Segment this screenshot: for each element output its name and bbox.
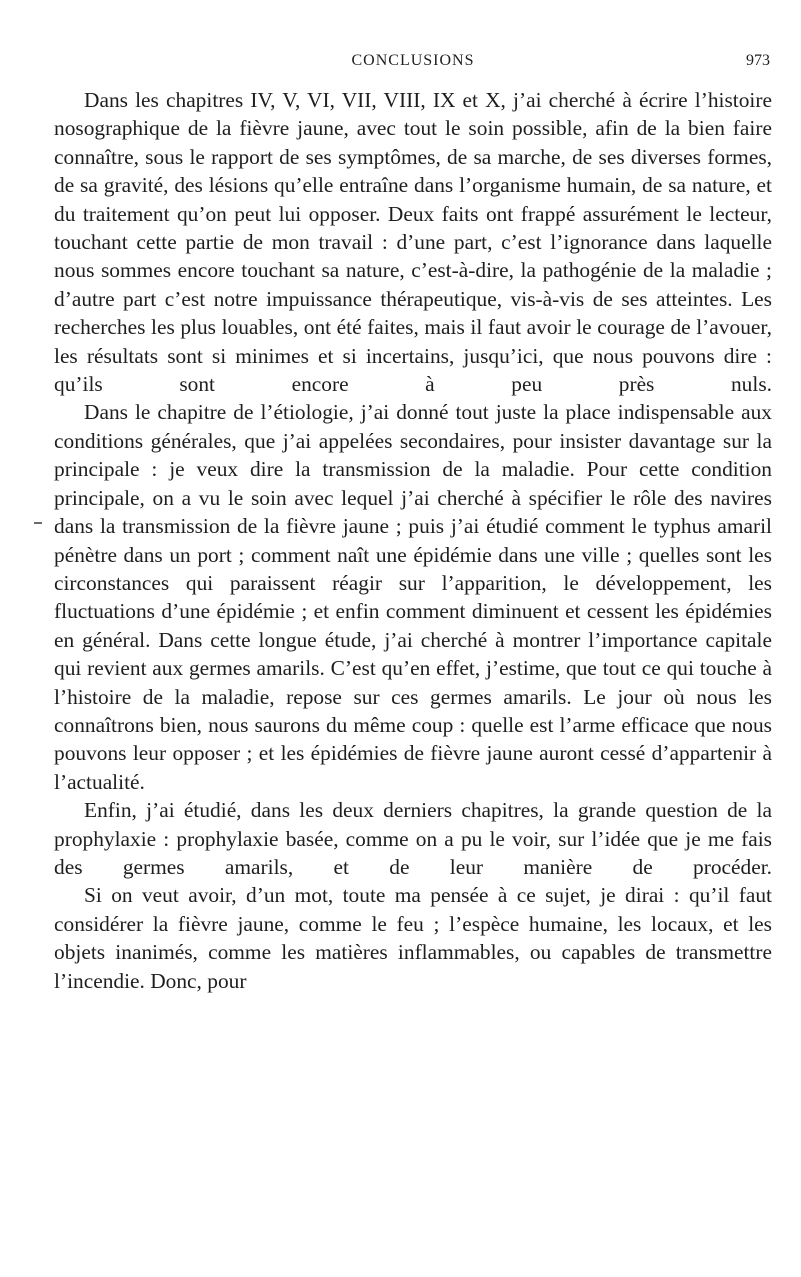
paragraph-etiology: Dans le chapitre de l’étiologie, j’ai donné tout juste la place indispensable aux conditions générales, que j’ai appelées secondaires, pour insister davantage sur la principale : je veux dire la transmission de la maladie. Pour cette condition principale, on a vu le soin avec lequel j’ai cherché à spécifier le rôle des navires dans la transmission de la fièvre jaune ; puis j’ai étudié comment le typhus amaril pénètre dans un port ; comment naît une épidémie dans une ville ; quelles sont les circonstances qui paraissent réagir sur l’apparition, le développement, les fluctuations d’une épidémie ; et enfin comment diminuent et cessent les épidémies en général. Dans cette longue étude, j’ai cherché à montrer l’importance capitale qui revient aux germes amarils. C’est qu’en effet, j’estime, que tout ce qui touche à l’histoire de la maladie, repose sur ces germes amarils. Le jour où nous les connaîtrons bien, nous saurons du même coup : quelle est l’arme efficace que nous pouvons leur opposer ; et les épidémies de fièvre jaune auront cessé d’appartenir à l’actualité. — [54, 400, 772, 794]
page-number: 973 — [746, 52, 770, 69]
running-head — [56, 52, 770, 78]
paragraph-prophylaxis: Enfin, j’ai étudié, dans les deux derniers chapitres, la grande question de la prophylaxie : prophylaxie basée, comme on a pu le voir, sur l’idée que je me fais des germes amarils, et de leur manière de procéder. — [54, 798, 772, 879]
margin-mark — [34, 522, 42, 524]
paragraph-fire-analogy: Si on veut avoir, d’un mot, toute ma pensée à ce sujet, je dirai : qu’il faut considérer la fièvre jaune, comme le feu ; l’espèce humaine, les locaux, et les objets inanimés, comme les matières inflammables, ou capables de transmettre l’incendie. Donc, pour — [54, 883, 772, 993]
running-title: CONCLUSIONS — [351, 52, 475, 69]
paragraph-chapters-summary: Dans les chapitres IV, V, VI, VII, VIII, IX et X, j’ai cherché à écrire l’histoire nosographique de la fièvre jaune, avec tout le soin possible, afin de la bien faire connaître, sous le rapport de ses symptômes, de sa marche, de ses diverses formes, de sa gravité, des lésions qu’elle entraîne dans l’organisme humain, de sa nature, et du traitement qu’on peut lui opposer. Deux faits ont frappé assurément le lecteur, touchant cette partie de mon travail : d’une part, c’est l’ignorance dans laquelle nous sommes encore touchant sa nature, c’est-à-dire, la pathogénie de la maladie ; d’autre part c’est notre impuissance thérapeutique, vis-à-vis de ses atteintes. Les recherches les plus louables, ont été faites, mais il faut avoir le courage de l’avouer, les résultats sont si minimes et si incertains, jusqu’ici, que nous pouvons dire : qu’ils sont encore à peu près nuls. — [54, 88, 772, 397]
body-text — [54, 86, 772, 995]
